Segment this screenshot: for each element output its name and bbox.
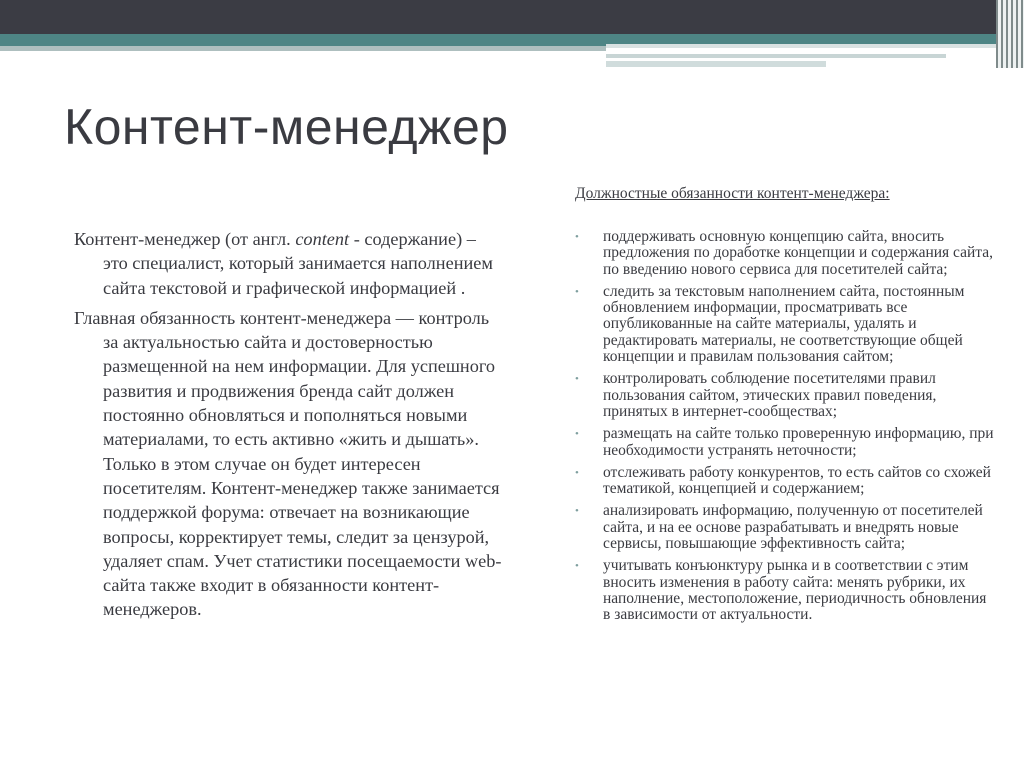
duty-text: отслеживать работу конкурентов, то есть сайтов со схожей тематикой, концепцией и содержанием; — [603, 463, 991, 498]
slide-title: Контент-менеджер — [64, 99, 509, 155]
header-gray-band — [0, 46, 606, 51]
duty-item — [575, 426, 995, 459]
header-stripes-ornament — [996, 0, 1024, 68]
bullet-icon: • — [575, 428, 579, 441]
duty-item — [575, 229, 995, 278]
duty-item — [575, 284, 995, 365]
bullet-icon: • — [575, 285, 579, 298]
duty-item — [575, 371, 995, 420]
definition-paragraph — [74, 227, 504, 300]
bullet-icon: • — [575, 560, 579, 573]
bullet-icon: • — [575, 505, 579, 518]
header-deco-line — [606, 61, 826, 67]
duty-item — [575, 558, 995, 623]
duty-text: следить за текстовым наполнением сайта, постоянным обновлением информации, просматривать все опубликованные на сайте материалы, удалять и редактировать материалы, не соответствующие общей концепции и правилам пользования сайтом; — [603, 282, 965, 366]
bullet-icon: • — [575, 231, 579, 243]
duties-list — [575, 229, 995, 624]
duty-text: контролировать соблюдение посетителями правил пользования сайтом, этических правил поведения, принятых в интернет-сообществах; — [603, 370, 937, 420]
definition-italic-term: content — [295, 229, 350, 249]
header-dark-bar — [0, 0, 1024, 34]
bullet-icon: • — [575, 466, 579, 479]
duty-text: поддерживать основную концепцию сайта, вносить предложения по доработке концепции и содержания сайта, по введению нового сервиса для посетителей сайта; — [603, 228, 994, 278]
definition-text-end: - содержание) – это специалист, который занимается наполнением сайта текстовой и графической информацией . — [103, 229, 493, 298]
definition-text-start: Контент-менеджер (от англ. — [74, 229, 296, 249]
header-deco-line — [606, 54, 946, 58]
main-duty-paragraph: Главная обязанность контент-менеджера — контроль за актуальностью сайта и достоверностью размещенной на нем информации. Для успешного развития и продвижения бренда сайт должен постоянно обновляться и пополняться новыми материалами, то есть активно «жить и дышать». Только в этом случае он будет интересен посетителям. Контент-менеджер также занимается поддержкой форума: отвечает на возникающие вопросы, корректирует темы, следит за цензурой, удаляет спам. Учет статистики посещаемости web-сайта также входит в обязанности контент-менеджеров. — [74, 307, 502, 620]
duties-block — [575, 185, 995, 630]
duty-text: анализировать информацию, полученную от посетителей сайта, и на ее основе разрабатывать и внедрять новые сервисы, повышающие эффективность сайта; — [603, 502, 983, 553]
bullet-icon: • — [575, 373, 579, 386]
duty-text: размещать на сайте только проверенную информацию, при необходимости устранять неточности; — [603, 425, 994, 459]
duties-heading: Должностные обязанности контент-менеджера: — [575, 185, 890, 202]
left-text-block — [74, 227, 504, 622]
header-deco-line — [606, 44, 1024, 48]
duty-item — [575, 465, 995, 498]
duty-item — [575, 503, 995, 552]
duty-text: учитывать конъюнктуру рынка и в соответствии с этим вносить изменения в работу сайта: менять рубрики, их наполнение, местоположение, периодичность обновления в зависимости от актуальности. — [603, 557, 987, 624]
